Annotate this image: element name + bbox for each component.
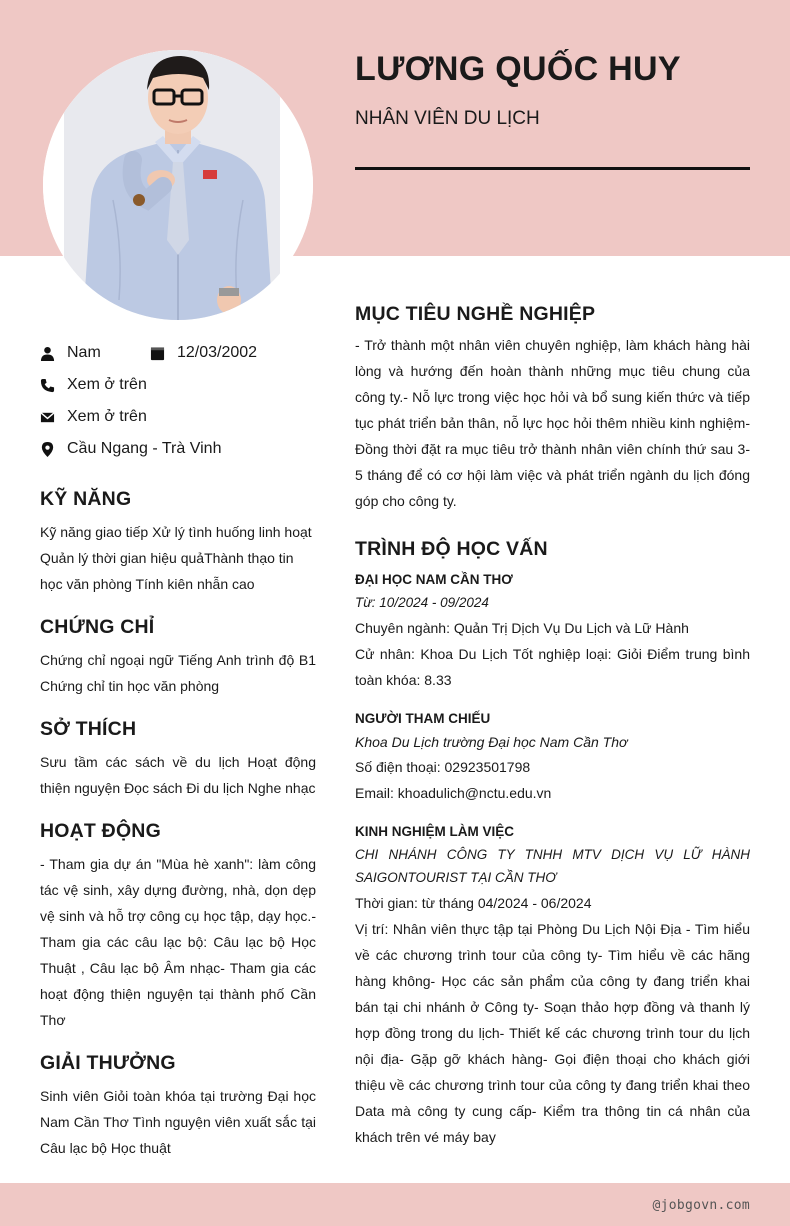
hobbies-heading: SỞ THÍCH bbox=[40, 718, 137, 740]
certificates-text: Chứng chỉ ngoại ngữ Tiếng Anh trình độ B1 Chứng chỉ tin học văn phòng bbox=[40, 652, 316, 694]
education-degree: Cử nhân: Khoa Du Lịch Tốt nghiệp loại: Giỏi Điểm trung bình toàn khóa: 8.33 bbox=[355, 646, 750, 688]
watermark: @jobgovn.com bbox=[652, 1198, 750, 1213]
candidate-name: LƯƠNG QUỐC HUY bbox=[355, 50, 681, 88]
objective-text: - Trở thành một nhân viên chuyên nghiệp, làm khách hàng hài lòng và hướng đến hoàn thành những mục tiêu chung của công ty.- Nỗ lực trong việc học hỏi và bổ sung kiến thức và tiếp tục phát triển bản thân, nỗ lực học hỏi thêm nhiều kinh nghiệm- Đồng thời đặt ra mục tiêu trở thành nhân viên chính thứ sau 3-5 tháng để có cơ hội làm việc và phát triển ngành du lịch đóng góp cho công ty. bbox=[355, 337, 750, 509]
education-major: Chuyên ngành: Quản Trị Dịch Vụ Du Lịch và Lữ Hành bbox=[355, 620, 689, 636]
email-value: Xem ở trên bbox=[67, 408, 147, 425]
address-value: Cầu Ngang - Trà Vinh bbox=[67, 440, 222, 457]
hobbies-text: Sưu tầm các sách về du lịch Hoạt động thiện nguyện Đọc sách Đi du lịch Nghe nhạc bbox=[40, 754, 316, 796]
reference-phone: Số điện thoại: 02923501798 bbox=[355, 759, 531, 775]
header-divider bbox=[355, 167, 750, 170]
school-name: ĐẠI HỌC NAM CẦN THƠ bbox=[355, 572, 513, 587]
reference-email: Email: khoadulich@nctu.edu.vn bbox=[355, 785, 552, 801]
reference-heading: NGƯỜI THAM CHIẾU bbox=[355, 711, 491, 726]
location-pin-icon bbox=[40, 442, 55, 457]
awards-heading: GIẢI THƯỞNG bbox=[40, 1052, 176, 1074]
experience-heading: KINH NGHIỆM LÀM VIỆC bbox=[355, 824, 515, 839]
experience-company: CHI NHÁNH CÔNG TY TNHH MTV DỊCH VỤ LỮ HÀNH SAIGONTOURIST TẠI CẦN THƠ bbox=[355, 847, 750, 885]
birthdate-value: 12/03/2002 bbox=[177, 344, 258, 361]
reference-org: Khoa Du Lịch trường Đại học Nam Cần Thơ bbox=[355, 734, 628, 750]
job-title: NHÂN VIÊN DU LỊCH bbox=[355, 108, 540, 129]
experience-period: Thời gian: từ tháng 04/2024 - 06/2024 bbox=[355, 895, 592, 911]
person-icon bbox=[40, 346, 55, 361]
experience-text: Vị trí: Nhân viên thực tập tại Phòng Du Lịch Nội Địa - Tìm hiểu về các chương trình tour của công ty- Tìm hiểu về các hãng hàng không- Học các sản phẩm của công ty đang triển khai bán tại chi nhánh ở Công ty- Soạn thảo hợp đồng và thanh lý hợp đồng trong du lịch- Thiết kế các chương trình tour du lịch nội địa- Gặp gỡ khách hàng- Gọi điện thoại cho khách giới thiệu về các chương trình tour của công ty đang triển khai theo Data mà công ty cung cấp- Kiểm tra thông tin cá nhân của khách trên vé máy bay bbox=[355, 921, 750, 1145]
objective-heading: MỤC TIÊU NGHỀ NGHIỆP bbox=[355, 303, 596, 325]
phone-value: Xem ở trên bbox=[67, 376, 147, 393]
calendar-icon bbox=[150, 346, 165, 361]
profile-photo bbox=[43, 50, 313, 320]
gender-value: Nam bbox=[67, 344, 101, 361]
education-period: Từ: 10/2024 - 09/2024 bbox=[355, 595, 489, 610]
mail-icon bbox=[40, 410, 55, 425]
address-row bbox=[40, 440, 221, 458]
activities-text: - Tham gia dự án "Mùa hè xanh": làm công tác vệ sinh, xây dựng đường, nhà, dọn dẹp vệ sinh và hỗ trợ công cụ học tập, dạy học.- Tham gia các câu lạc bộ: Câu lạc bộ Học Thuật , Câu lạc bộ Âm nhạc- Tham gia các hoạt động thiện nguyện tại thành phố Cần Thơ bbox=[40, 856, 316, 1028]
skills-text: Kỹ năng giao tiếp Xử lý tình huống linh hoạt Quản lý thời gian hiệu quảThành thạo tin học văn phòng Tính kiên nhẫn cao bbox=[40, 524, 312, 592]
skills-heading: KỸ NĂNG bbox=[40, 488, 132, 510]
phone-row bbox=[40, 376, 147, 394]
phone-icon bbox=[40, 378, 55, 393]
certificates-heading: CHỨNG CHỈ bbox=[40, 616, 155, 638]
awards-text: Sinh viên Giỏi toàn khóa tại trường Đại học Nam Cần Thơ Tình nguyện viên xuất sắc tại Câu lạc bộ Học thuật bbox=[40, 1088, 316, 1156]
email-row bbox=[40, 408, 147, 426]
birthdate-row bbox=[150, 344, 257, 362]
education-heading: TRÌNH ĐỘ HỌC VẤN bbox=[355, 538, 548, 560]
gender-row bbox=[40, 344, 101, 362]
activities-heading: HOẠT ĐỘNG bbox=[40, 820, 161, 842]
portrait-illustration bbox=[43, 50, 313, 320]
